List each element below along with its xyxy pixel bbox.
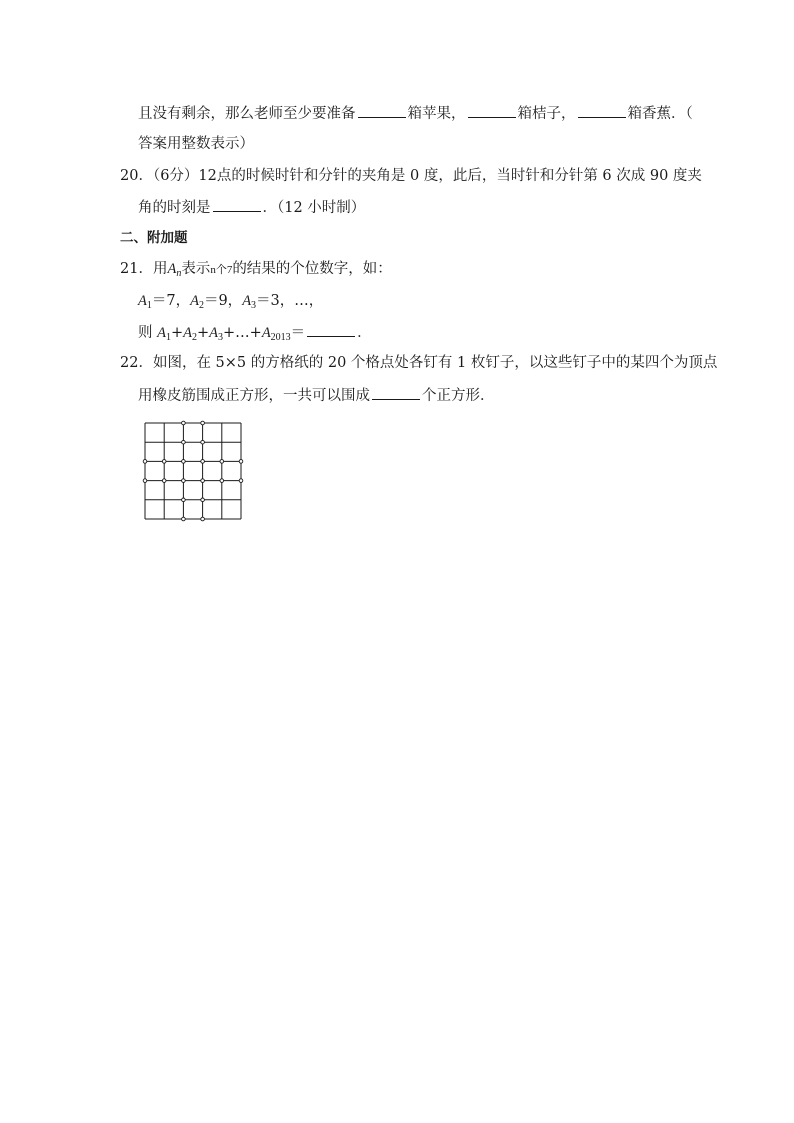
- nail-point: [162, 479, 166, 483]
- q19-line1: 且没有剩余，那么老师至少要准备 箱苹果， 箱桔子， 箱香蕉．（: [138, 103, 693, 124]
- answer-blank-sum[interactable]: [307, 322, 355, 337]
- nail-point: [143, 460, 147, 464]
- answer-blank-bananas[interactable]: [578, 103, 626, 118]
- q20-line2: 角的时刻是 ．（12 小时制）: [138, 197, 365, 218]
- nail-point: [182, 479, 186, 483]
- section-title-bonus: 二、附加题: [120, 230, 188, 246]
- nail-point: [201, 479, 205, 483]
- nail-point: [220, 479, 224, 483]
- nail-point: [182, 517, 186, 521]
- q22-line2: 用橡皮筋围成正方形，一共可以围成 个正方形．: [138, 385, 495, 406]
- answer-blank-squares[interactable]: [372, 385, 420, 400]
- nail-point: [239, 479, 243, 483]
- q21-sum: 则 $A_1+A_2+A_3+\dots+A_{2013}=$ ．: [138, 322, 372, 343]
- q21-examples: $A_1=7$，$A_2=9$，$A_3=3$，…，: [138, 293, 324, 311]
- nail-point: [143, 479, 147, 483]
- nail-point: [201, 517, 205, 521]
- nail-point: [201, 498, 205, 502]
- nail-point: [182, 460, 186, 464]
- nail-point: [182, 498, 186, 502]
- q19-line2: 答案用整数表示）: [138, 136, 254, 152]
- nail-point: [201, 460, 205, 464]
- nail-point: [182, 440, 186, 444]
- answer-blank-time[interactable]: [213, 197, 261, 212]
- nail-point: [201, 440, 205, 444]
- q21-intro: 21．用$A_n$表示n个7的结果的个位数字，如：: [120, 261, 392, 279]
- nail-grid-figure: [140, 418, 250, 528]
- nail-point: [220, 460, 224, 464]
- nail-point: [162, 460, 166, 464]
- q22-line1: 22．如图，在 5×5 的方格纸的 20 个格点处各钉有 1 枚钉子，以这些钉子中的某四个为顶点: [120, 355, 718, 371]
- nail-point: [182, 421, 186, 425]
- nail-point: [239, 460, 243, 464]
- q20-line1: 20．（6分）12点的时候时针和分针的夹角是 0 度，此后，当时针和分针第 6 次成 90 度夹: [120, 168, 702, 184]
- answer-blank-oranges[interactable]: [468, 103, 516, 118]
- answer-blank-apples[interactable]: [358, 103, 406, 118]
- nail-point: [201, 421, 205, 425]
